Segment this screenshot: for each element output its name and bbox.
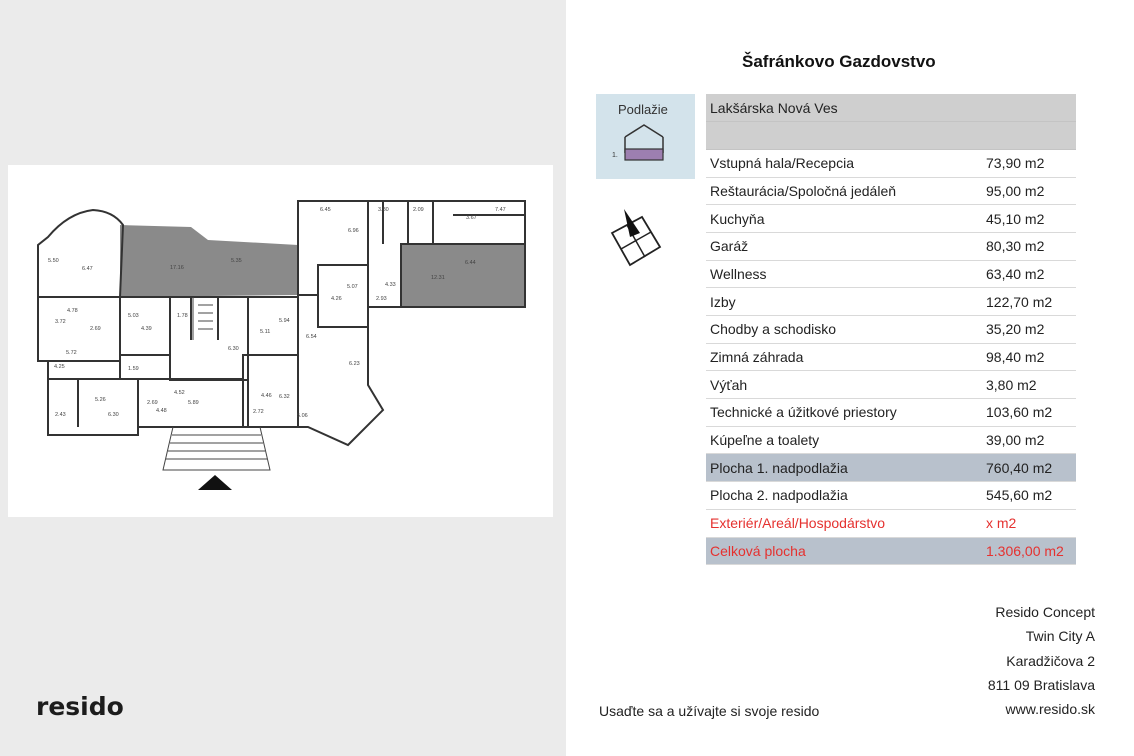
- room-name: Wellness: [706, 260, 984, 288]
- room-name: Kuchyňa: [706, 205, 984, 233]
- table-row: [706, 399, 1076, 427]
- room-area: 63,40 m2: [984, 260, 1076, 288]
- floor-badge: [596, 94, 695, 179]
- floor-plan: [8, 165, 553, 517]
- location-name: Lakšárska Nová Ves: [706, 94, 1076, 122]
- room-label: 4.33: [385, 282, 396, 288]
- room-label: 3.72: [55, 319, 66, 325]
- left-panel: [0, 0, 566, 756]
- resido-logo: resido: [36, 692, 124, 721]
- room-label: 4.25: [54, 364, 65, 370]
- room-label: 6.45: [320, 207, 331, 213]
- room-name: Reštaurácia/Spoločná jedáleň: [706, 177, 984, 205]
- room-area: 95,00 m2: [984, 177, 1076, 205]
- compass-icon: [606, 207, 666, 273]
- grand-total-row: [706, 537, 1076, 565]
- house-floor-icon: [622, 123, 666, 161]
- address-company: Resido Concept: [995, 604, 1095, 620]
- floor1-total-value: 760,40 m2: [984, 454, 1076, 482]
- room-label: 7.47: [495, 207, 506, 213]
- exterior-value: x m2: [984, 509, 1076, 537]
- room-name: Technické a úžitkové priestory: [706, 399, 984, 427]
- table-row: [706, 426, 1076, 454]
- table-row: [706, 288, 1076, 316]
- floor2-total-label: Plocha 2. nadpodlažia: [706, 482, 984, 510]
- floor-plan-drawing: [8, 165, 553, 517]
- room-label: 1.78: [177, 313, 188, 319]
- room-label: 12.31: [431, 275, 445, 281]
- room-label: 3.67: [466, 215, 477, 221]
- area-table: [706, 94, 1076, 565]
- room-label: 5.94: [279, 318, 290, 324]
- room-label: 6.96: [348, 228, 359, 234]
- floor1-total-row: [706, 454, 1076, 482]
- room-name: Zimná záhrada: [706, 343, 984, 371]
- room-label: 6.23: [349, 361, 360, 367]
- table-row: [706, 205, 1076, 233]
- room-label: 6.30: [108, 412, 119, 418]
- room-label: 6.30: [228, 346, 239, 352]
- table-row: [706, 371, 1076, 399]
- room-label: 1.59: [128, 366, 139, 372]
- exterior-row: [706, 509, 1076, 537]
- room-area: 98,40 m2: [984, 343, 1076, 371]
- floor1-total-label: Plocha 1. nadpodlažia: [706, 454, 984, 482]
- floor-number: 1.: [612, 152, 618, 159]
- table-row: [706, 177, 1076, 205]
- room-label: 6.32: [279, 394, 290, 400]
- room-label: 2.09: [413, 207, 424, 213]
- table-location-row: [706, 94, 1076, 122]
- room-area: 122,70 m2: [984, 288, 1076, 316]
- room-label: 2.72: [253, 409, 264, 415]
- room-area: 35,20 m2: [984, 316, 1076, 344]
- table-row: [706, 316, 1076, 344]
- floor2-total-value: 545,60 m2: [984, 482, 1076, 510]
- room-label: 2.43: [55, 412, 66, 418]
- room-label: 5.26: [95, 397, 106, 403]
- room-label: 5.89: [188, 400, 199, 406]
- room-area: 45,10 m2: [984, 205, 1076, 233]
- room-label: 5.35: [231, 258, 242, 264]
- room-label: 17.16: [170, 265, 184, 271]
- address-building: Twin City A: [1025, 628, 1095, 645]
- restaurant-shaded-area: [120, 225, 298, 297]
- room-label: 6.54: [306, 334, 317, 340]
- room-label: 2.93: [376, 296, 387, 302]
- room-label: 5.50: [48, 258, 59, 264]
- room-name: Izby: [706, 288, 984, 316]
- room-label: 2.69: [90, 326, 101, 332]
- room-label: 4.52: [174, 390, 185, 396]
- room-label: 5.11: [260, 329, 271, 335]
- room-label: 4.39: [141, 326, 152, 332]
- room-label: 5.72: [66, 350, 77, 356]
- room-label: 4.26: [331, 296, 342, 302]
- table-spacer-row: [706, 122, 1076, 150]
- room-area: 3,80 m2: [984, 371, 1076, 399]
- floor-badge-label: Podlažie: [618, 102, 668, 117]
- table-row: [706, 149, 1076, 177]
- table-spacer: [706, 122, 1076, 150]
- entrance-stairs: [163, 297, 270, 470]
- table-row: [706, 343, 1076, 371]
- table-row: [706, 232, 1076, 260]
- room-label: 5.07: [347, 284, 358, 290]
- room-name: Garáž: [706, 232, 984, 260]
- room-name: Chodby a schodisko: [706, 316, 984, 344]
- room-area: 80,30 m2: [984, 232, 1076, 260]
- address-city: 811 09 Bratislava: [987, 676, 1095, 693]
- room-labels: [48, 207, 506, 419]
- garage-shaded-area: [401, 244, 525, 307]
- room-label: 3.80: [378, 207, 389, 213]
- grand-total-label: Celková plocha: [706, 537, 984, 565]
- company-address: [988, 600, 1095, 721]
- page-title: Šafránkovo Gazdovstvo: [742, 52, 936, 71]
- room-label: 2.69: [147, 400, 158, 406]
- room-area: 103,60 m2: [984, 399, 1076, 427]
- room-label: 4.48: [156, 408, 167, 414]
- tagline: Usaďte sa a užívajte si svoje resido: [599, 703, 820, 719]
- website-link[interactable]: www.resido.sk: [1005, 701, 1095, 718]
- room-label: 4.46: [261, 393, 272, 399]
- room-name: Výťah: [706, 371, 984, 399]
- room-label: 4.78: [67, 308, 78, 314]
- room-label: 6.47: [82, 266, 93, 272]
- room-area: 73,90 m2: [984, 149, 1076, 177]
- room-label: 5.06: [297, 413, 308, 419]
- entrance-arrow-icon: [198, 475, 232, 490]
- room-name: Kúpeľne a toalety: [706, 426, 984, 454]
- room-area: 39,00 m2: [984, 426, 1076, 454]
- floor2-total-row: [706, 482, 1076, 510]
- room-label: 6.44: [465, 260, 476, 266]
- address-street: Karadžičova 2: [1006, 652, 1095, 669]
- table-row: [706, 260, 1076, 288]
- room-name: Vstupná hala/Recepcia: [706, 149, 984, 177]
- grand-total-value: 1.306,00 m2: [984, 537, 1076, 565]
- exterior-label: Exteriér/Areál/Hospodárstvo: [706, 509, 984, 537]
- room-label: 5.03: [128, 313, 139, 319]
